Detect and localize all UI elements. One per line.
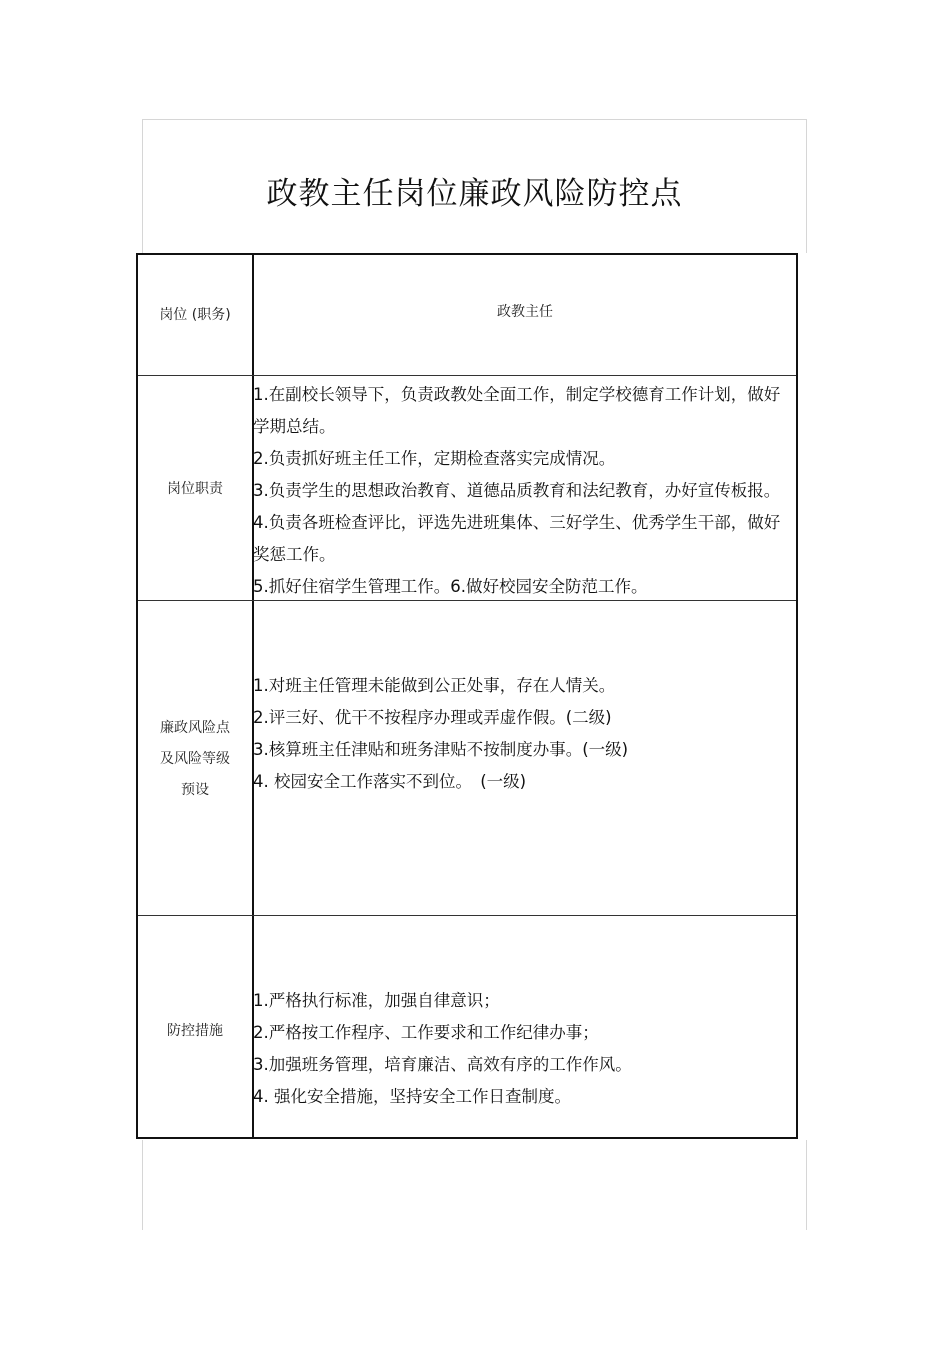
- duty-line: 4.负责各班检查评比，评选先进班集体、三好学生、优秀学生干部，做好: [253, 513, 781, 532]
- duties-content: [253, 379, 780, 603]
- page-frame-left-lower: [142, 1140, 143, 1230]
- measures-content: [253, 985, 632, 1113]
- risks-label-line: 及风险等级: [160, 751, 230, 767]
- duty-line: 2.负责抓好班主任工作，定期检查落实完成情况。: [253, 449, 616, 468]
- page-frame-right-lower: [806, 1140, 807, 1230]
- measure-line: 1.严格执行标准，加强自律意识；: [253, 991, 500, 1010]
- risk-line: 1.对班主任管理未能做到公正处事，存在人情关。: [253, 676, 616, 695]
- duty-line: 奖惩工作。: [253, 545, 336, 564]
- duty-line: 1.在副校长领导下，负责政教处全面工作，制定学校德育工作计划，做好: [253, 385, 781, 404]
- measure-line: 3.加强班务管理，培育廉洁、高效有序的工作作风。: [253, 1055, 632, 1074]
- measure-line: 2.严格按工作程序、工作要求和工作纪律办事；: [253, 1023, 599, 1042]
- risks-label-line: 廉政风险点: [160, 720, 230, 736]
- post-label: 岗位 (职务): [159, 307, 231, 323]
- page-frame-top: [142, 119, 807, 120]
- risk-line: 3.核算班主任津贴和班务津贴不按制度办事。(一级): [253, 740, 629, 759]
- row-divider-3: [138, 915, 796, 916]
- risks-label: [138, 713, 252, 806]
- document-title: 政教主任岗位廉政风险防控点: [266, 176, 683, 212]
- risks-content: [253, 670, 628, 798]
- risk-line: 4. 校园安全工作落实不到位。 (一级): [253, 772, 527, 791]
- duties-label: 岗位职责: [167, 481, 223, 497]
- post-value: 政教主任: [497, 304, 553, 320]
- duty-line: 学期总结。: [253, 417, 336, 436]
- row-divider-1: [138, 375, 796, 376]
- risks-label-line: 预设: [181, 782, 209, 798]
- risk-control-table: [136, 253, 798, 1139]
- duty-line: 5.抓好住宿学生管理工作。6.做好校园安全防范工作。: [253, 577, 648, 596]
- measures-label: 防控措施: [167, 1023, 223, 1039]
- duty-line: 3.负责学生的思想政治教育、道德品质教育和法纪教育，办好宣传板报。: [253, 481, 781, 500]
- risk-line: 2.评三好、优干不按程序办理或弄虚作假。(二级): [253, 708, 612, 727]
- measure-line: 4. 强化安全措施，坚持安全工作日查制度。: [253, 1087, 571, 1106]
